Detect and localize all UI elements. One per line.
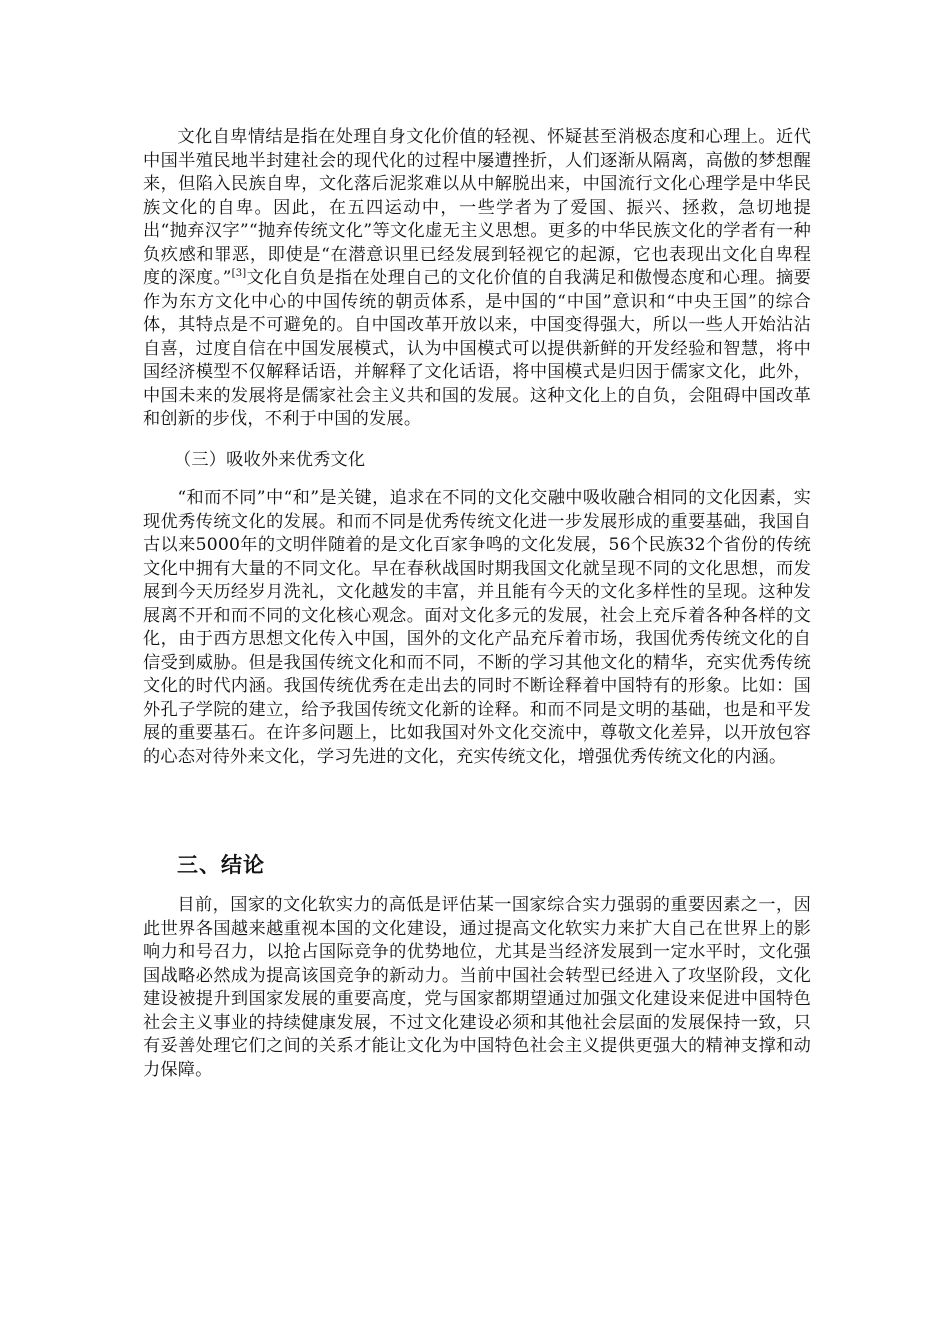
paragraph-harmony-in-diversity: “和而不同”中“和”是关键，追求在不同的文化交融中吸收融合相同的文化因素，实现优秀传统文化的发展。和而不同是优秀传统文化进一步发展形成的重要基础，我国自古以来5000年的文明伴随着的是文化百家争鸣的文化发展，56个民族32个省份的传统文化中拥有大量的不同文化。早在春秋战国时期我国文化就呈现不同的文化思想，而发展到今天历经岁月洗礼，文化越发的丰富，并且能有今天的文化多样性的呈现。这种发展离不开和而不同的文化核心观念。面对文化多元的发展，社会上充斥着各种各样的文化，由于西方思想文化传入中国，国外的文化产品充斥着市场，我国优秀传统文化的自信受到威胁。但是我国传统文化和而不同，不断的学习其他文化的精华，充实优秀传统文化的时代内涵。我国传统优秀在走出去的同时不断诠释着中国特有的形象。比如：国外孔子学院的建立，给予我国传统文化新的诠释。和而不同是文明的基础，也是和平发展的重要基石。在许多问题上，比如我国对外文化交流中，尊敬文化差异，以开放包容的心态对待外来文化，学习先进的文化，充实传统文化，增强优秀传统文化的内涵。 bbox=[143, 488, 811, 767]
paragraph-text: 文化自负是指在处理自己的文化价值的自我满足和傲慢态度和心理。摘要作为东方文化中心的中国传统的朝贡体系，是中国的“中国”意识和“中央王国”的综合体，其特点是不可避免的。自中国改革开放以来，中国变得强大，所以一些人开始沾沾自喜，过度自信在中国发展模式，认为中国模式可以提供新鲜的开发经验和智慧，将中国经济模型不仅解释话语，并解释了文化话语，将中国模式是归因于儒家文化，此外，中国未来的发展将是儒家社会主义共和国的发展。这种文化上的自负，会阻碍中国改革和创新的步伐，不利于中国的发展。 bbox=[143, 268, 811, 429]
citation-reference: [3] bbox=[231, 268, 247, 279]
paragraph-cultural-inferiority bbox=[143, 126, 811, 432]
paragraph-conclusion: 目前，国家的文化软实力的高低是评估某一国家综合实力强弱的重要因素之一，因此世界各国越来越重视本国的文化建设，通过提高文化软实力来扩大自己在世界上的影响力和号召力，以抢占国际竞争的优势地位，尤其是当经济发展到一定水平时，文化强国战略必然成为提高该国竞争的新动力。当前中国社会转型已经进入了攻坚阶段，文化建设被提升到国家发展的重要高度，党与国家都期望通过加强文化建设来促进中国特色社会主义事业的持续健康发展，不过文化建设必须和其他社会层面的发展保持一致，只有妥善处理它们之间的关系才能让文化为中国特色社会主义提供更强大的精神支撑和动力保障。 bbox=[143, 895, 811, 1080]
paragraph-text: 文化自卑情结是指在处理自身文化价值的轻视、怀疑甚至消极态度和心理上。近代中国半殖民地半封建社会的现代化的过程中屡遭挫折，人们逐渐从隔离，高傲的梦想醒来，但陷入民族自卑，文化落后泥浆难以从中解脱出来，中国流行文化心理学是中华民族文化的自卑。因此，在五四运动中，一些学者为了爱国、振兴、拯救，急切地提出“抛弃汉字”“抛弃传统文化”等文化虚无主义思想。更多的中华民族文化的学者有一种负疚感和罪恶，即使是“在潜意识里已经发展到轻视它的起源，它也表现出文化自卑程度的深度。” bbox=[143, 127, 811, 288]
subheading-absorb-foreign-culture: （三）吸收外来优秀文化 bbox=[174, 449, 366, 470]
document-page bbox=[143, 126, 811, 1082]
section-heading-conclusion: 三、结论 bbox=[177, 853, 265, 877]
